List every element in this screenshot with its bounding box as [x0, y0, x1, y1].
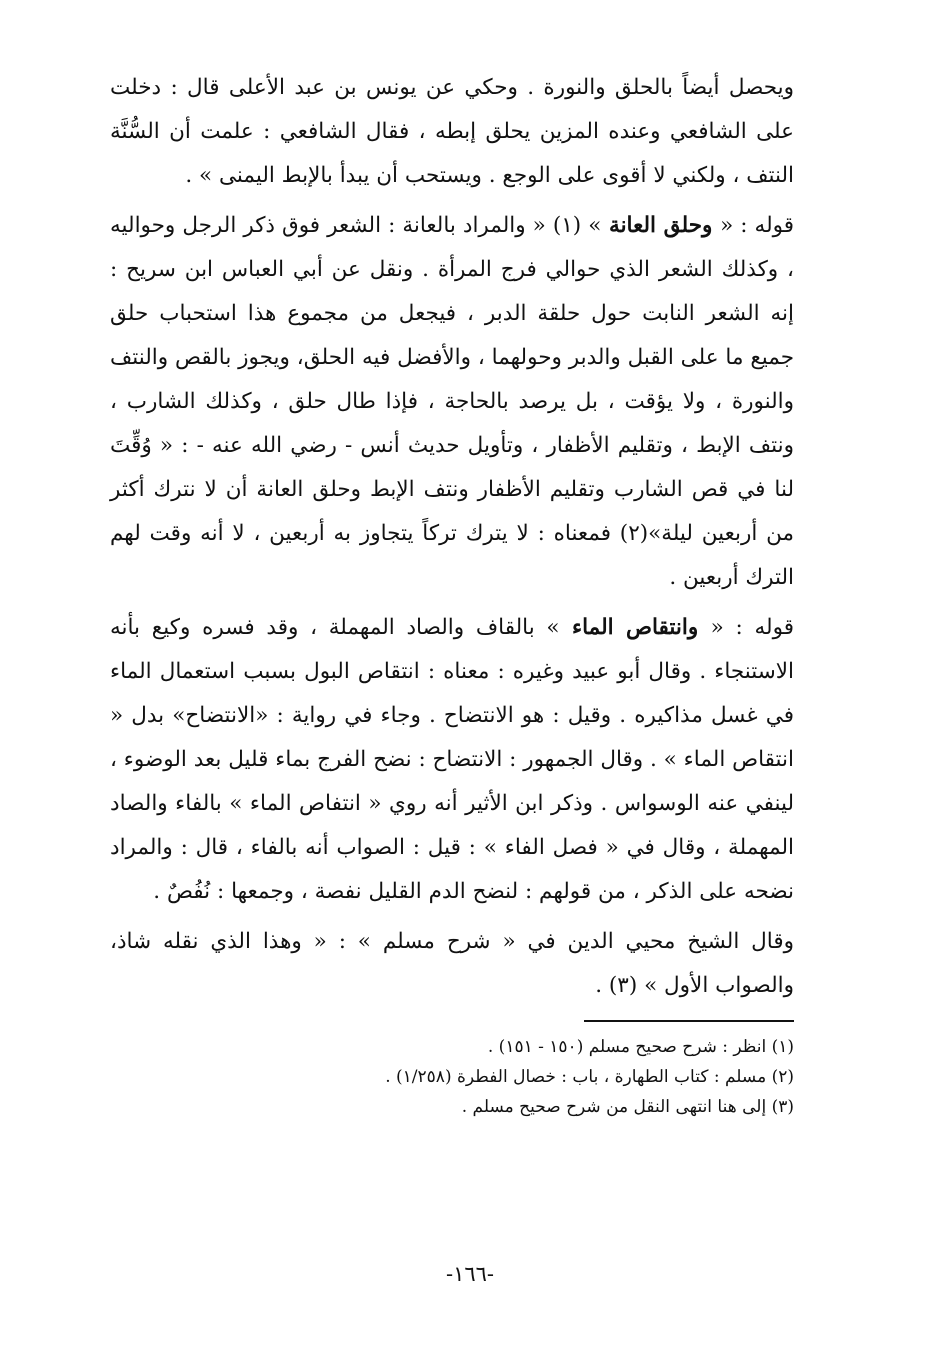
paragraph-3-heading: وانتقاص الماء [559, 615, 711, 640]
footnote-3: (٣) إلى هنا انتهى النقل من شرح صحيح مسلم . [461, 1097, 794, 1117]
paragraph-2-body: » (١) « والمراد بالعانة : الشعر فوق ذكر الرجل وحواليه ، وكذلك الشعر الذي حوالي فرج المرأة . ونقل عن أبي العباس ابن سريح : إنه الشعر النابت حول حلقة الدبر ، فيجعل من مجموع هذا استحباب حلق جميع ما على القبل والدبر وحولهما ، والأفضل فيه الحلق، ويجوز بالقص والنتف والنورة ، ولا يؤقت ، بل يرصد بالحاجة ، فإذا طال حلق ، وكذلك الشارب ، ونتف الإبط ، وتقليم الأظفار ، وتأويل حديث أنس - رضي الله عنه - : « وُقِّتَ لنا في قص الشارب وتقليم الأظفار ونتف الإبط وحلق العانة أن لا نترك أكثر من أربعين ليلة»(٢) فمعناه : لا يترك تركاً يتجاوز به أربعين ، لا أنه وقت لهم الترك أربعين . [110, 213, 795, 590]
footnote-separator [584, 1020, 794, 1022]
footnote-2: (٢) مسلم : كتاب الطهارة ، باب : خصال الفطرة (١/٢٥٨) . [385, 1067, 794, 1087]
paragraph-1: ويحصل أيضاً بالحلق والنورة . وحكي عن يونس بن عبد الأعلى قال : دخلت على الشافعي وعنده المزين يحلق إبطه ، فقال الشافعي : علمت أن السُّنَّة النتف ، ولكني لا أقوى على الوجع . ويستحب أن يبدأ بالإبط اليمنى » . [110, 75, 794, 188]
footnote-1: (١) انظر : شرح صحيح مسلم (١٥٠ - ١٥١) . [487, 1037, 794, 1057]
footnotes [110, 1032, 794, 1122]
paragraph-2 [110, 204, 794, 600]
paragraph-3-body: » بالقاف والصاد المهملة ، وقد فسره وكيع بأنه الاستنجاء . وقال أبو عبيد وغيره : معناه : انتقاص البول بسبب استعمال الماء في غسل مذاكيره . وقيل : هو الانتضاح . وجاء في رواية : «الانتضاح» بدل « انتقاص الماء » . وقال الجمهور : الانتضاح : نضح الفرج بماء قليل بعد الوضوء ، لينفي عنه الوسواس . وذكر ابن الأثير أنه روي « انتفاص الماء » بالفاء والصاد المهملة ، وقال في « فصل الفاء » : قيل : الصواب أنه بالفاء ، قال : والمراد نضحه على الذكر ، من قولهم : لنضح الدم القليل نفصة ، وجمعها : نُفُصٌ . [110, 615, 794, 904]
paragraph-4: وقال الشيخ محيي الدين في « شرح مسلم » : « وهذا الذي نقله شاذ، والصواب الأول » (٣) . [110, 929, 794, 998]
paragraph-2-heading: وحلق العانة [601, 213, 721, 238]
paragraph-3 [110, 606, 794, 914]
paragraph-3-prefix: قوله : « [710, 615, 794, 640]
paragraph-2-prefix: قوله : « [720, 213, 795, 238]
page-number: -١٦٦- [445, 1262, 495, 1286]
